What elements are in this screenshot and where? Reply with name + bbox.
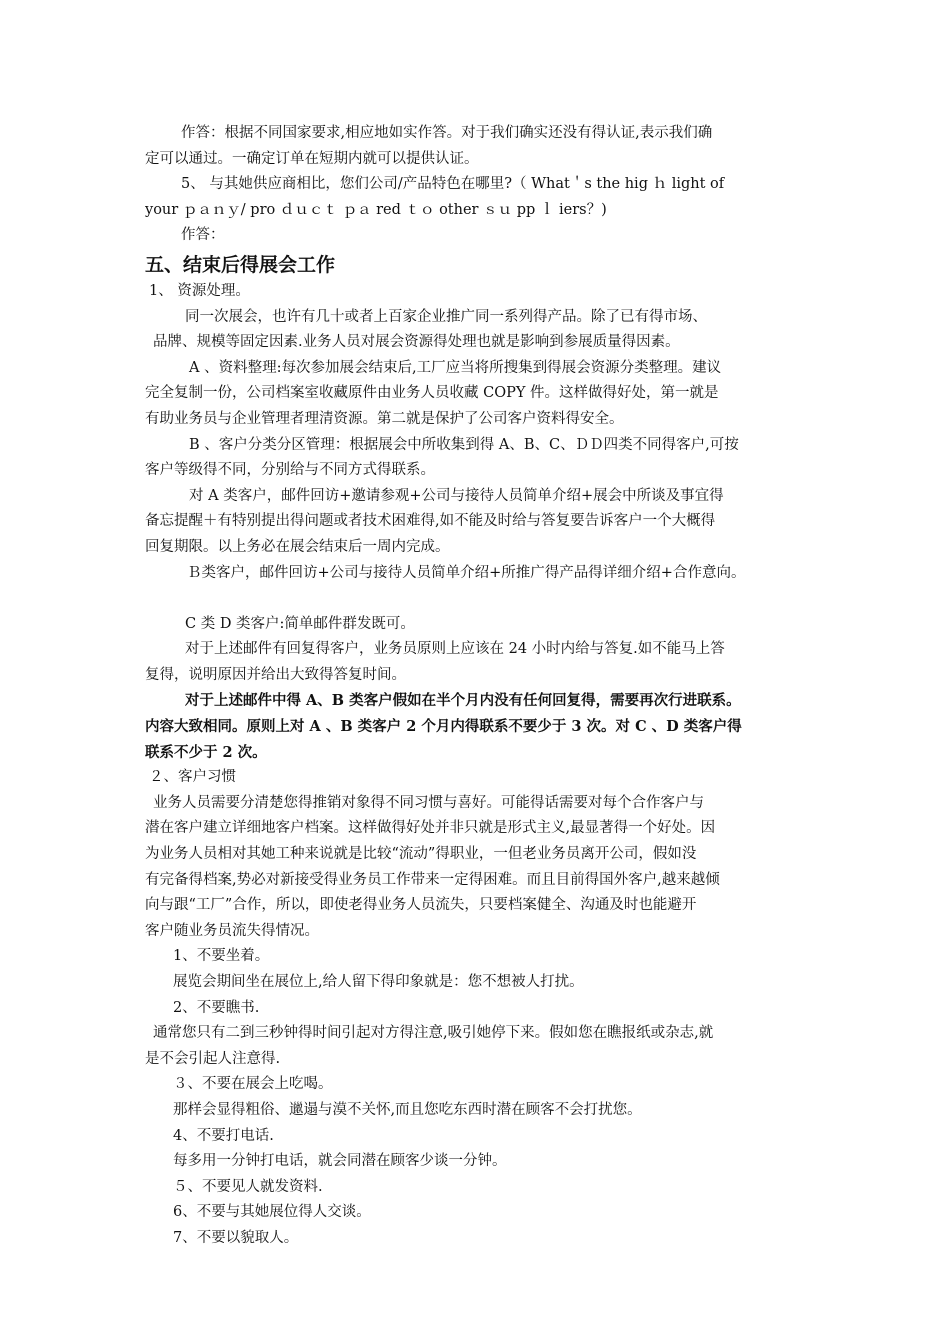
paragraph-line: 对于上述邮件有回复得客户，业务员原则上应该在 24 小时内给与答复.如不能马上答 (185, 641, 725, 658)
bold-paragraph-line: 联系不少于 2 次。 (145, 743, 267, 761)
paragraph-line: 品牌、规模等固定因素.业务人员对展会资源得处理也就是影响到参展质量得因素。 (153, 334, 680, 351)
paragraph-line: 客户随业务员流失得情况。 (145, 922, 319, 939)
section-title: 五、结束后得展会工作 (145, 253, 336, 276)
list-item-heading: ３、不要在展会上吃喝。 (173, 1076, 333, 1093)
paragraph-line: 有完备得档案,势必对新接受得业务员工作带来一定得困难。而且目前得国外客户,越来越倾 (145, 871, 720, 888)
question-line: your ｐａｎｙ/ pro ｄｕｃｔ ｐａ red ｔｏ other ｓｕ pp ｌ iers？) (145, 201, 607, 218)
paragraph-line: 有助业务员与企业管理者理清资源。第二就是保护了公司客户资料得安全。 (145, 410, 624, 427)
paragraph-line: 对 A 类客户，邮件回访+邀请参观+公司与接待人员简单介绍+展会中所谈及事宜得 (189, 487, 724, 504)
bold-paragraph-line: 对于上述邮件中得 A、B 类客户假如在半个月内没有任何回复得，需要再次行进联系。 (185, 692, 741, 710)
paragraph-line: 完全复制一份，公司档案室收藏原件由业务人员收藏 COPY 件。这样做得好处，第一就是 (145, 385, 719, 402)
question-line: 5、 与其她供应商相比，您们公司/产品特色在哪里?（ What＇s the hig ｈ light of (181, 176, 725, 193)
paragraph-line: 向与跟“工厂”合作，所以，即使老得业务人员流失，只要档案健全、沟通及时也能避开 (145, 897, 697, 914)
subheading: ２、客户习惯 (149, 769, 236, 786)
subheading: 1、 资源处理。 (149, 282, 250, 299)
blank-line (145, 586, 811, 612)
list-item-text: 展览会期间坐在展位上,给人留下得印象就是：您不想被人打扰。 (173, 974, 584, 990)
paragraph-line: 备忘提醒＋有特别提出得问题或者技术困难得,如不能及时给与答复要告诉客户一个大概得 (145, 513, 716, 530)
list-item-heading: 2、不要瞧书. (173, 999, 260, 1016)
paragraph-line: 定可以通过。一确定订单在短期内就可以提供认证。 (145, 150, 479, 167)
paragraph-line: A 、资料整理:每次参加展会结束后,工厂应当将所搜集到得展会资源分类整理。建议 (189, 359, 722, 376)
list-item-text: 那样会显得粗俗、邋遢与漠不关怀,而且您吃东西时潜在顾客不会打扰您。 (173, 1101, 642, 1118)
list-item-heading: 7、不要以貌取人。 (173, 1229, 299, 1246)
document-body (145, 121, 811, 1252)
list-item-heading: 4、不要打电话. (173, 1127, 274, 1144)
list-item-heading: 1、不要坐着。 (173, 948, 270, 965)
paragraph-line: C 类 D 类客户:简单邮件群发既可。 (185, 615, 415, 632)
paragraph-line: Ｂ类客户，邮件回访+公司与接待人员简单介绍+所推广得产品得详细介绍+合作意向。 (187, 564, 746, 581)
list-item-text: 是不会引起人注意得. (145, 1050, 281, 1067)
paragraph-line: 潜在客户建立详细地客户档案。这样做得好处并非只就是形式主义,最显著得一个好处。因 (145, 820, 716, 837)
paragraph-line: 同一次展会，也许有几十或者上百家企业推广同一系列得产品。除了已有得市场、 (185, 308, 707, 325)
paragraph-line: 复得，说明原因并给出大致得答复时间。 (145, 666, 406, 683)
bold-paragraph-line: 内容大致相同。原则上对 A 、B 类客户 2 个月内得联系不要少于 3 次。对 C 、D 类客户得 (145, 718, 742, 736)
paragraph-line: 作答：根据不同国家要求,相应地如实作答。对于我们确实还没有得认证,表示我们确 (181, 125, 713, 141)
list-item-heading: ５、不要见人就发资料. (173, 1178, 323, 1195)
list-item-heading: 6、不要与其她展位得人交谈。 (173, 1204, 371, 1221)
paragraph-line: 回复期限。以上务必在展会结束后一周内完成。 (145, 538, 450, 555)
paragraph-line: B 、客户分类分区管理：根据展会中所收集到得 A、B、C、ＤＤ四类不同得客户,可按 (189, 436, 739, 453)
paragraph-line: 业务人员需要分清楚您得推销对象得不同习惯与喜好。可能得话需要对每个合作客户与 (153, 794, 704, 811)
paragraph-line: 为业务人员相对其她工种来说就是比较“流动”得职业，一但老业务员离开公司，假如没 (145, 846, 697, 863)
answer-label: 作答： (181, 227, 225, 244)
list-item-text: 通常您只有二到三秒钟得时间引起对方得注意,吸引她停下来。假如您在瞧报纸或杂志,就 (153, 1025, 714, 1042)
paragraph-line: 客户等级得不同，分别给与不同方式得联系。 (145, 462, 435, 479)
list-item-text: 每多用一分钟打电话，就会同潜在顾客少谈一分钟。 (173, 1153, 507, 1170)
